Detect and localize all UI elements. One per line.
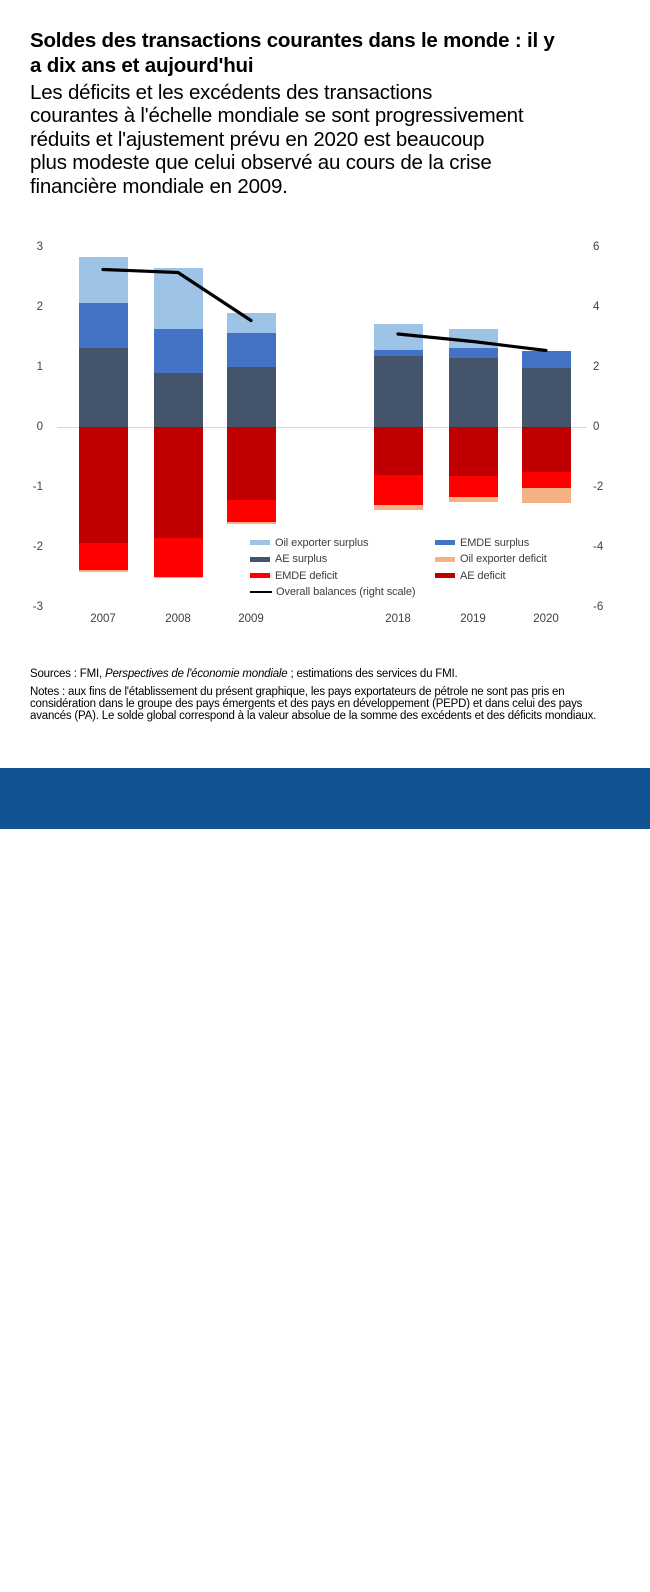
legend-item — [435, 552, 547, 567]
x-axis-label: 2008 — [165, 613, 191, 625]
bar-2019-emde_deficit — [449, 476, 498, 498]
chart — [0, 235, 650, 635]
bar-2018-ae_deficit — [374, 427, 423, 475]
left-axis-tick: -3 — [32, 601, 43, 613]
bar-2008-emde_deficit — [154, 538, 203, 577]
footnotes — [30, 668, 645, 722]
legend-color-swatch — [250, 557, 270, 562]
text-line: Soldes des transactions courantes dans le monde : il y — [30, 29, 555, 52]
legend-item — [435, 568, 505, 583]
right-axis-tick: 2 — [593, 361, 600, 373]
org-name-line2: INTERNATIONAL — [277, 1559, 403, 1577]
bar-2009-ae_surplus — [227, 367, 276, 427]
footer-bar — [0, 768, 650, 1577]
bar-2009-oil_exporter_surplus — [227, 313, 276, 333]
legend-color-swatch — [435, 557, 455, 562]
bar-2020-emde_surplus — [522, 351, 571, 368]
legend-item — [435, 535, 529, 550]
legend-label: Oil exporter deficit — [460, 553, 547, 565]
bar-2007-ae_surplus — [79, 348, 128, 427]
text-line: a dix ans et aujourd'hui — [30, 54, 254, 77]
legend-color-swatch — [250, 540, 270, 545]
legend-label: Oil exporter surplus — [275, 536, 369, 549]
bar-2008-oil_exporter_surplus — [154, 268, 203, 329]
right-axis-tick: 0 — [593, 421, 600, 433]
bar-2007-ae_deficit — [79, 427, 128, 543]
text-line: Les déficits et les excédents des transactions — [30, 81, 433, 104]
left-axis-tick: 1 — [36, 361, 43, 373]
page-subtitle — [30, 81, 630, 198]
text-line: plus modeste que celui observé au cours de la crise — [30, 151, 492, 175]
bar-2009-ae_deficit — [227, 427, 276, 500]
bar-2007-emde_deficit — [79, 543, 128, 570]
right-axis-tick: 6 — [593, 241, 600, 253]
bar-2019-emde_surplus — [449, 348, 498, 358]
bar-2007-emde_surplus — [79, 303, 128, 348]
left-axis-tick: 0 — [36, 421, 43, 433]
bar-2018-ae_surplus — [374, 356, 423, 427]
sources-publication: Perspectives de l'économie mondiale — [104, 668, 288, 680]
sources-prefix: Sources : FMI, — [30, 668, 105, 680]
bar-2020-oil_exporter_deficit — [522, 488, 571, 503]
bar-2009-oil_exporter_deficit — [227, 522, 276, 524]
right-axis-tick: -4 — [593, 541, 604, 553]
header — [30, 28, 630, 198]
text-line: avancés (PA). Le solde global correspond à la valeur absolue de la somme des excédents et des déficits mondiaux. — [30, 709, 597, 722]
legend-label: EMDE surplus — [460, 536, 530, 549]
bar-2019-ae_deficit — [449, 427, 498, 476]
legend-item — [250, 552, 327, 567]
legend-color-swatch — [435, 540, 455, 545]
left-axis-tick: 2 — [36, 301, 43, 313]
sources-line — [30, 668, 645, 681]
x-axis-label: 2007 — [90, 613, 116, 625]
bar-2008-oil_exporter_deficit — [154, 577, 203, 578]
bar-2018-emde_deficit — [374, 475, 423, 505]
bar-2018-oil_exporter_deficit — [374, 505, 423, 510]
legend-label: AE deficit — [460, 569, 506, 582]
right-axis-tick: -2 — [593, 481, 604, 493]
bar-2008-ae_surplus — [154, 373, 203, 427]
legend-item — [250, 585, 415, 600]
bar-2018-oil_exporter_surplus — [374, 324, 423, 350]
bar-2008-ae_deficit — [154, 427, 203, 538]
bar-2007-oil_exporter_surplus — [79, 257, 128, 303]
text-line: financière mondiale en 2009. — [30, 174, 288, 198]
legend-line-swatch — [250, 591, 272, 593]
legend-color-swatch — [435, 573, 455, 578]
x-axis-label: 2018 — [385, 613, 411, 625]
text-line: Notes : aux fins de l'établissement du présent graphique, les pays exportateurs de pétrole ne sont pas pris en — [30, 686, 565, 698]
left-axis-tick: -1 — [32, 481, 43, 493]
x-axis-label: 2020 — [533, 613, 559, 625]
legend-item — [250, 568, 337, 583]
x-axis-label: 2009 — [238, 613, 264, 625]
page-title — [30, 28, 630, 78]
text-line: courantes à l'échelle mondiale se sont progressivement — [30, 104, 524, 128]
bar-2020-emde_deficit — [522, 472, 571, 488]
bar-2007-oil_exporter_deficit — [79, 570, 128, 572]
legend-label: Overall balances (right scale) — [276, 586, 416, 598]
x-axis-label: 2019 — [460, 613, 486, 625]
left-axis-tick: 3 — [36, 241, 43, 253]
bar-2019-oil_exporter_surplus — [449, 329, 498, 348]
legend-label: AE surplus — [275, 553, 328, 565]
bar-2018-emde_surplus — [374, 350, 423, 356]
bar-2009-emde_deficit — [227, 500, 276, 522]
bar-2008-emde_surplus — [154, 329, 203, 373]
bar-2019-ae_surplus — [449, 358, 498, 427]
zero-gridline — [57, 427, 587, 428]
org-name — [277, 1545, 427, 1576]
legend-color-swatch — [250, 573, 270, 578]
bar-2020-ae_surplus — [522, 368, 571, 427]
notes-text — [30, 687, 645, 722]
legend-item — [250, 535, 368, 550]
imf-logo-icon — [214, 1538, 268, 1592]
sources-suffix: ; estimations des services du FMI. — [287, 668, 458, 680]
text-line: réduits et l'ajustement prévu en 2020 est beaucoup — [30, 127, 485, 151]
text-line: considération dans le groupe des pays émergents et des pays en développement (PEPD) et dans celui des pays — [30, 697, 583, 710]
bar-2020-ae_deficit — [522, 427, 571, 472]
right-axis-tick: -6 — [593, 601, 604, 613]
bar-2009-emde_surplus — [227, 333, 276, 367]
left-axis-tick: -2 — [32, 541, 43, 553]
org-name-line1: FONDS MONÉTAIRE — [277, 1544, 428, 1561]
right-axis-tick: 4 — [593, 301, 600, 313]
bar-2019-oil_exporter_deficit — [449, 497, 498, 502]
legend-label: EMDE deficit — [275, 569, 338, 582]
